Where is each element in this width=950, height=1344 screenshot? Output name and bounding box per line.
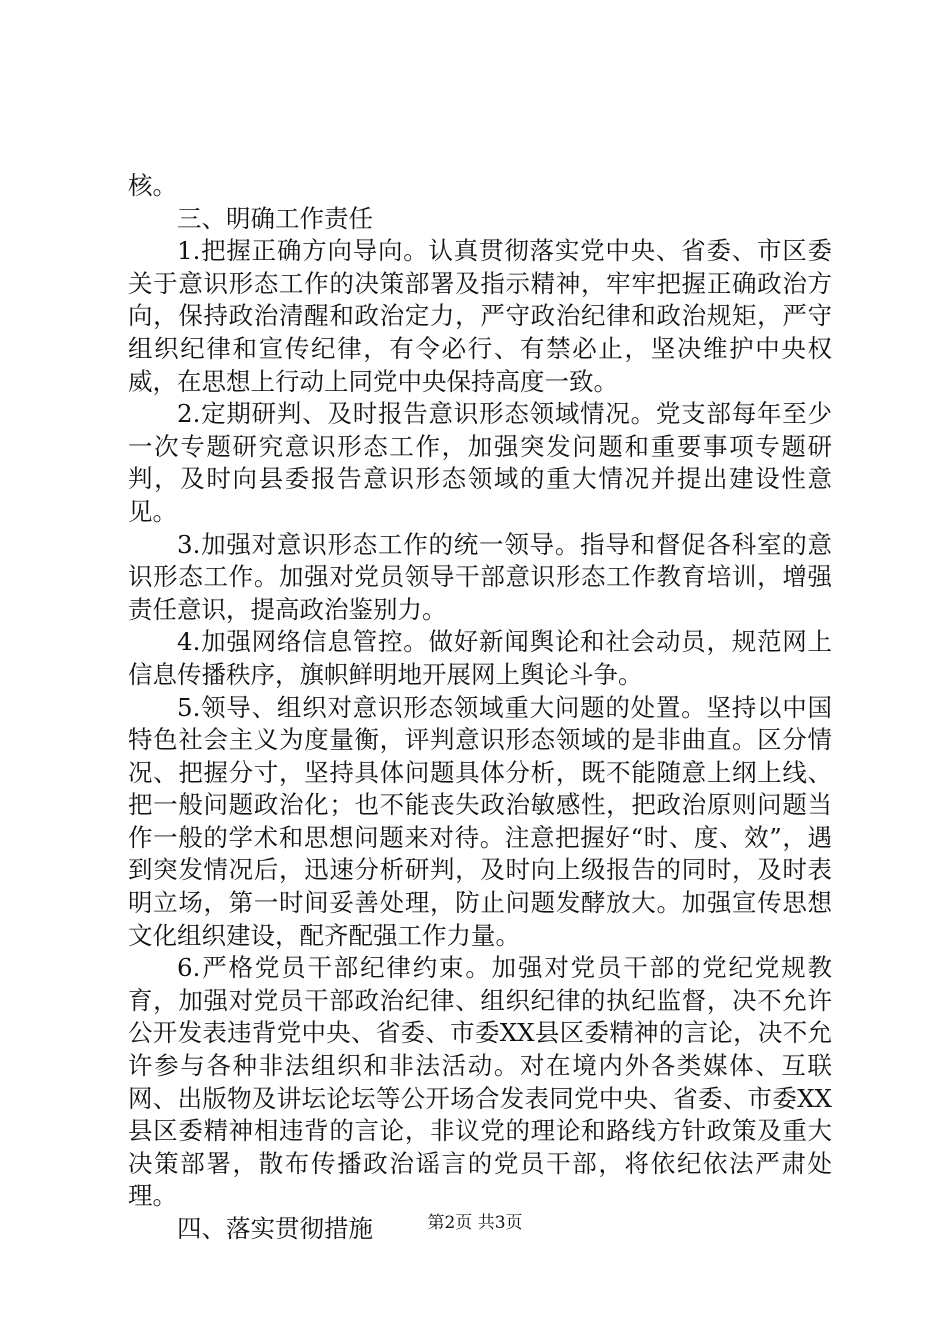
paragraph-item-1: 1.把握正确方向导向。认真贯彻落实党中央、省委、市区委关于意识形态工作的决策部署及指示精神，牢牢把握正确政治方向，保持政治清醒和政治定力，严守政治纪律和政治规矩，严守组织纪律和宣传纪律，有令必行、有禁必止，坚决维护中央权威，在思想上行动上同党中央保持高度一致。 [128, 236, 832, 396]
document-body [128, 170, 832, 1246]
section-heading-3: 三、明确工作责任 [177, 203, 373, 233]
paragraph-item-6: 6.严格党员干部纪律约束。加强对党员干部的党纪党规教育，加强对党员干部政治纪律、组织纪律的执纪监督，决不允许公开发表违背党中央、省委、市委XX县区委精神的言论，决不允许参与各种非法组织和非法活动。对在境内外各类媒体、互联网、出版物及讲坛论坛等公开场合发表同党中央、省委、市委XX县区委精神相违背的言论，非议党的理论和路线方针政策及重大决策部署，散布传播政治谣言的党员干部，将依纪依法严肃处理。 [128, 953, 832, 1211]
paragraph-item-2: 2.定期研判、及时报告意识形态领域情况。党支部每年至少一次专题研究意识形态工作，加强突发问题和重要事项专题研判，及时向县委报告意识形态领域的重大情况并提出建设性意见。 [128, 399, 832, 526]
page-footer: 第2页 共3页 [427, 1213, 523, 1233]
paragraph-item-3: 3.加强对意识形态工作的统一领导。指导和督促各科室的意识形态工作。加强对党员领导干部意识形态工作教育培训，增强责任意识，提高政治鉴别力。 [128, 529, 832, 624]
paragraph-item-5: 5.领导、组织对意识形态领域重大问题的处置。坚持以中国特色社会主义为度量衡，评判意识形态领域的是非曲直。区分情况、把握分寸，坚持具体问题具体分析，既不能随意上纲上线、把一般问题政治化；也不能丧失政治敏感性，把政治原则问题当作一般的学术和思想问题来对待。注意把握好“时、度、效”，遇到突发情况后，迅速分析研判，及时向上级报告的同时，及时表明立场，第一时间妥善处理，防止问题发酵放大。加强宣传思想文化组织建设，配齐配强工作力量。 [128, 692, 832, 950]
paragraph-continuation: 核。 [128, 171, 177, 200]
section-heading-4: 四、落实贯彻措施 [177, 1214, 373, 1243]
paragraph-item-4: 4.加强网络信息管控。做好新闻舆论和社会动员，规范网上信息传播秩序，旗帜鲜明地开展网上舆论斗争。 [128, 627, 832, 689]
